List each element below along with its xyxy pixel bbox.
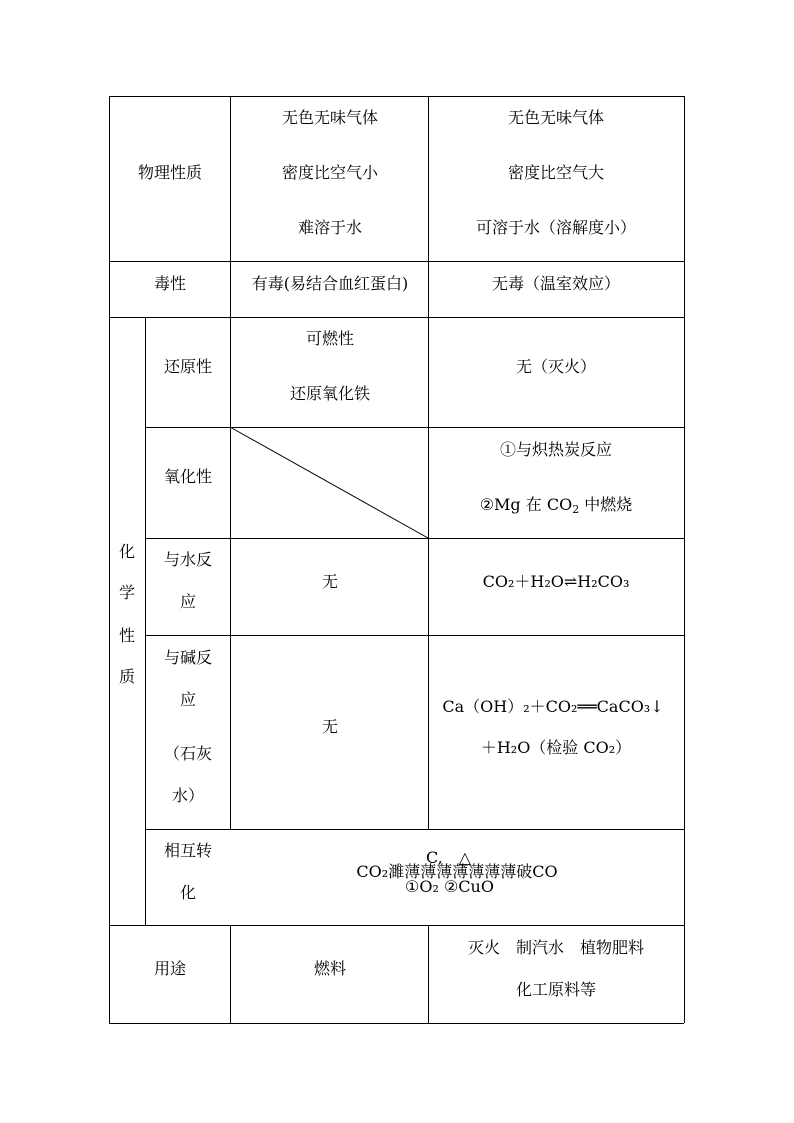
conversion-condition-top: C, △ [426,848,472,867]
label-chemical-4: 质 [118,667,136,686]
co2-physical-3: 可溶于水（溶解度小） [475,218,637,237]
label-reducing: 还原性 [163,357,213,376]
co-reducing-1: 可燃性 [305,329,355,348]
label-chemical-3: 性 [118,626,136,645]
label-physical: 物理性质 [137,163,203,182]
co2-physical-2: 密度比空气大 [507,163,605,182]
co2-usage-2: 化工原料等 [515,980,597,999]
co2-physical-1: 无色无味气体 [507,108,605,127]
label-water-1: 与水反 [163,550,213,569]
label-base-3: （石灰 [163,744,213,763]
label-base-2: 应 [179,690,197,709]
co-physical-1: 无色无味气体 [281,108,379,127]
co-base: 无 [321,717,339,736]
label-usage: 用途 [153,959,187,978]
co-usage: 燃料 [313,959,347,978]
label-chemical-2: 学 [118,583,136,602]
label-base-1: 与碱反 [163,648,213,667]
label-conversion-2: 化 [179,883,197,902]
label-oxidizing: 氧化性 [163,467,213,486]
co2-water-equation: CO₂＋H₂O⇌H₂CO₃ [482,572,630,591]
co2-usage-1: 灭火 制汽水 植物肥料 [467,938,645,957]
co2-base-line1: Ca（OH）₂＋CO₂══CaCO₃↓ [442,697,664,716]
label-toxicity: 毒性 [153,274,187,293]
co2-oxidizing-1: ①与炽热炭反应 [499,440,613,459]
co-toxicity: 有毒(易结合血红蛋白) [251,274,409,293]
co-water: 无 [321,572,339,591]
conversion-equation: CO₂濉薄薄薄薄薄薄薄破CO [356,862,558,881]
co2-base-line2: ＋H₂O（检验 CO₂） [480,738,632,757]
label-base-4: 水） [171,786,205,805]
co-reducing-2: 还原氧化铁 [289,384,371,403]
label-water-2: 应 [179,592,197,611]
co2-toxicity: 无毒（温室效应） [491,274,621,293]
co-physical-2: 密度比空气小 [281,163,379,182]
co-physical-3: 难溶于水 [297,218,363,237]
co2-oxidizing-2: ②Mg 在 $CO_2$ 中燃烧 [479,495,633,516]
co2-reducing: 无（灭火） [515,357,597,376]
label-chemical-1: 化 [118,542,136,561]
conversion-condition-bottom: ①O₂ ②CuO [405,877,494,896]
label-conversion-1: 相互转 [163,841,213,860]
